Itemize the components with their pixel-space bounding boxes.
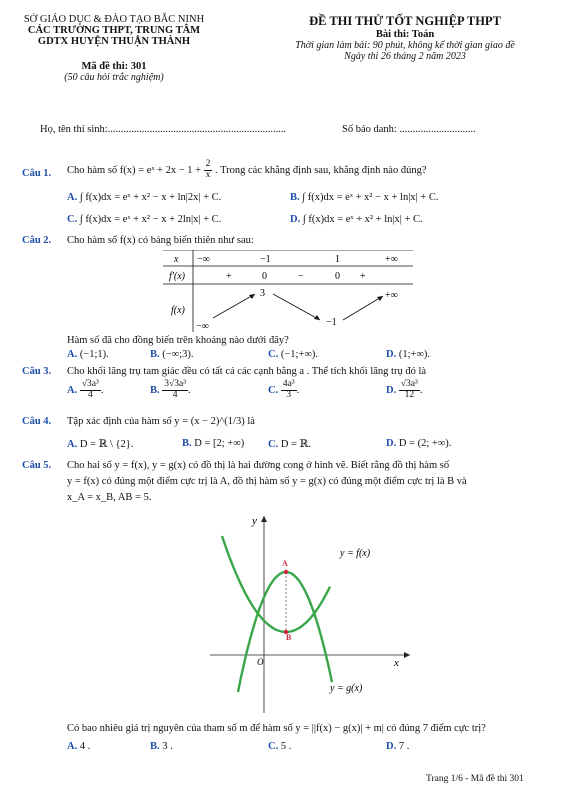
school-line-2: GDTX HUYỆN THUẬN THÀNH bbox=[37, 36, 191, 47]
q1-label: Câu 1. bbox=[22, 168, 52, 179]
y-axis-label: y bbox=[252, 515, 257, 527]
x-axis-arrow bbox=[404, 652, 410, 658]
q5-line-3: x_A = x_B, AB = 5. bbox=[67, 492, 152, 503]
table-sign: 0 bbox=[262, 271, 267, 282]
function-graph bbox=[200, 508, 420, 718]
table-x-val: 1 bbox=[335, 254, 340, 265]
q5-line-1: Cho hai số y = f(x), y = g(x) có đồ thị là hai đường cong ở hình vẽ. Biết rằng đồ thị hàm số bbox=[67, 460, 450, 471]
q1-option-a[interactable]: A. ∫ f(x)dx = eˣ + x² − x + ln|2x| + C. bbox=[67, 192, 222, 203]
table-sign: + bbox=[226, 271, 232, 282]
table-arrow bbox=[343, 296, 383, 320]
point-a bbox=[284, 570, 288, 574]
q5-option-c[interactable]: C. 5 . bbox=[268, 741, 292, 752]
q2-option-a[interactable]: A. (−1;1). bbox=[67, 349, 109, 360]
q4-option-a[interactable]: A. D = ℝ \ {2}. bbox=[67, 439, 134, 450]
q2-option-b[interactable]: B. (−∞;3). bbox=[150, 349, 194, 360]
header-divider bbox=[30, 48, 180, 49]
q5-question: Có bao nhiêu giá trị nguyên của tham số m để hàm số y = ||f(x) − g(x)| + m| có đúng 7 điểm cực trị? bbox=[67, 723, 486, 734]
q4-label: Câu 4. bbox=[22, 416, 52, 427]
q4-option-d[interactable]: D. D = (2; +∞). bbox=[386, 438, 452, 449]
x-axis-label: x bbox=[394, 657, 399, 669]
table-f-val: +∞ bbox=[385, 290, 398, 301]
f-curve-label: y = f(x) bbox=[340, 548, 371, 559]
point-b-label: B bbox=[286, 633, 292, 642]
q5-option-d[interactable]: D. 7 . bbox=[386, 741, 410, 752]
q4-option-b[interactable]: B. D = [2; +∞) bbox=[182, 438, 245, 449]
q4-option-c[interactable]: C. D = ℝ. bbox=[268, 439, 311, 450]
table-x-val: −∞ bbox=[197, 254, 210, 265]
q2-label: Câu 2. bbox=[22, 235, 52, 246]
table-arrow-head bbox=[377, 296, 383, 301]
q2-stem: Cho hàm số f(x) có bảng biến thiên như sau: bbox=[67, 235, 254, 246]
f-curve bbox=[222, 536, 330, 632]
q2-question: Hàm số đã cho đồng biến trên khoảng nào dưới đây? bbox=[67, 335, 289, 346]
dept-name: SỞ GIÁO DỤC & ĐÀO TẠO BẮC NINH bbox=[23, 14, 205, 25]
variation-table bbox=[163, 250, 413, 332]
origin-label: O bbox=[257, 657, 264, 667]
table-x-label: x bbox=[174, 254, 179, 265]
q3-option-b[interactable]: B. $\frac{\text{3√3a³}}{4}$ . bbox=[150, 379, 191, 400]
table-fp-label: f'(x) bbox=[169, 271, 186, 282]
candidate-number-line: Số báo danh: ............................. bbox=[342, 124, 476, 135]
question-count: (50 câu hỏi trắc nghiệm) bbox=[64, 72, 164, 83]
exam-time: Thời gian làm bài: 90 phút, không kể thời gian giao đề bbox=[295, 40, 515, 51]
q5-label: Câu 5. bbox=[22, 460, 52, 471]
q2-option-d[interactable]: D. (1;+∞). bbox=[386, 349, 431, 360]
q5-option-b[interactable]: B. 3 . bbox=[150, 741, 173, 752]
table-f-label: f(x) bbox=[171, 305, 185, 316]
table-x-val: −1 bbox=[260, 254, 271, 265]
header-right bbox=[260, 14, 550, 62]
q1-option-c[interactable]: C. ∫ f(x)dx = eˣ + x² − x + 2ln|x| + C. bbox=[67, 214, 222, 225]
g-curve-label: y = g(x) bbox=[330, 683, 363, 694]
q1-option-d[interactable]: D. ∫ f(x)dx = eˣ + x² + ln|x| + C. bbox=[290, 214, 423, 225]
exam-date: Ngày thi 26 tháng 2 năm 2023 bbox=[344, 51, 466, 62]
table-x-val: +∞ bbox=[385, 254, 398, 265]
q4-stem: Tập xác định của hàm số y = (x − 2)^(1/3) là bbox=[67, 416, 255, 427]
y-axis-arrow bbox=[261, 516, 267, 522]
q3-label: Câu 3. bbox=[22, 366, 52, 377]
subject: Bài thi: Toán bbox=[375, 29, 435, 40]
q2-option-c[interactable]: C. (−1;+∞). bbox=[268, 349, 318, 360]
page-footer: Trang 1/6 - Mã đề thi 301 bbox=[426, 774, 524, 784]
school-line-1: CÁC TRƯỜNG THPT, TRUNG TÂM bbox=[27, 25, 201, 36]
q3-option-c[interactable]: C. $\frac{\text{4a³}}{3}$ . bbox=[268, 379, 300, 400]
table-f-val: −∞ bbox=[196, 321, 209, 332]
exam-code: Mã đề thi: 301 bbox=[81, 61, 147, 72]
q1-stem: Cho hàm số f(x) = eˣ + 2x − 1 + $\frac{2}{x}$ . Trong các khẳng định sau, khẳng định nào đúng? bbox=[67, 159, 427, 180]
candidate-name-line: Họ, tên thí sinh:.................................................................... bbox=[40, 124, 287, 135]
q3-stem: Cho khối lăng trụ tam giác đều có tất cả các cạnh bằng a . Thể tích khối lăng trụ đó là bbox=[67, 366, 427, 377]
q5-line-2: y = f(x) có đúng một điểm cực trị là A, đồ thị hàm số y = g(x) có đúng một điểm cực trị là B và bbox=[67, 476, 467, 487]
table-sign: + bbox=[360, 271, 366, 282]
table-sign: − bbox=[298, 271, 304, 282]
q3-option-d[interactable]: D. $\frac{\text{√3a³}}{12}$ . bbox=[386, 379, 423, 400]
q5-option-a[interactable]: A. 4 . bbox=[67, 741, 91, 752]
point-a-label: A bbox=[282, 559, 288, 568]
table-arrow bbox=[273, 294, 320, 320]
q3-option-a[interactable]: A. $\frac{\text{√3a³}}{4}$ . bbox=[67, 379, 104, 400]
table-f-val: −1 bbox=[326, 317, 337, 328]
table-sign: 0 bbox=[335, 271, 340, 282]
exam-title: ĐỀ THI THỬ TỐT NGHIỆP THPT bbox=[309, 14, 501, 28]
table-f-val: 3 bbox=[260, 288, 265, 299]
table-arrow bbox=[213, 294, 255, 318]
q1-option-b[interactable]: B. ∫ f(x)dx = eˣ + x² − x + ln|x| + C. bbox=[290, 192, 439, 203]
